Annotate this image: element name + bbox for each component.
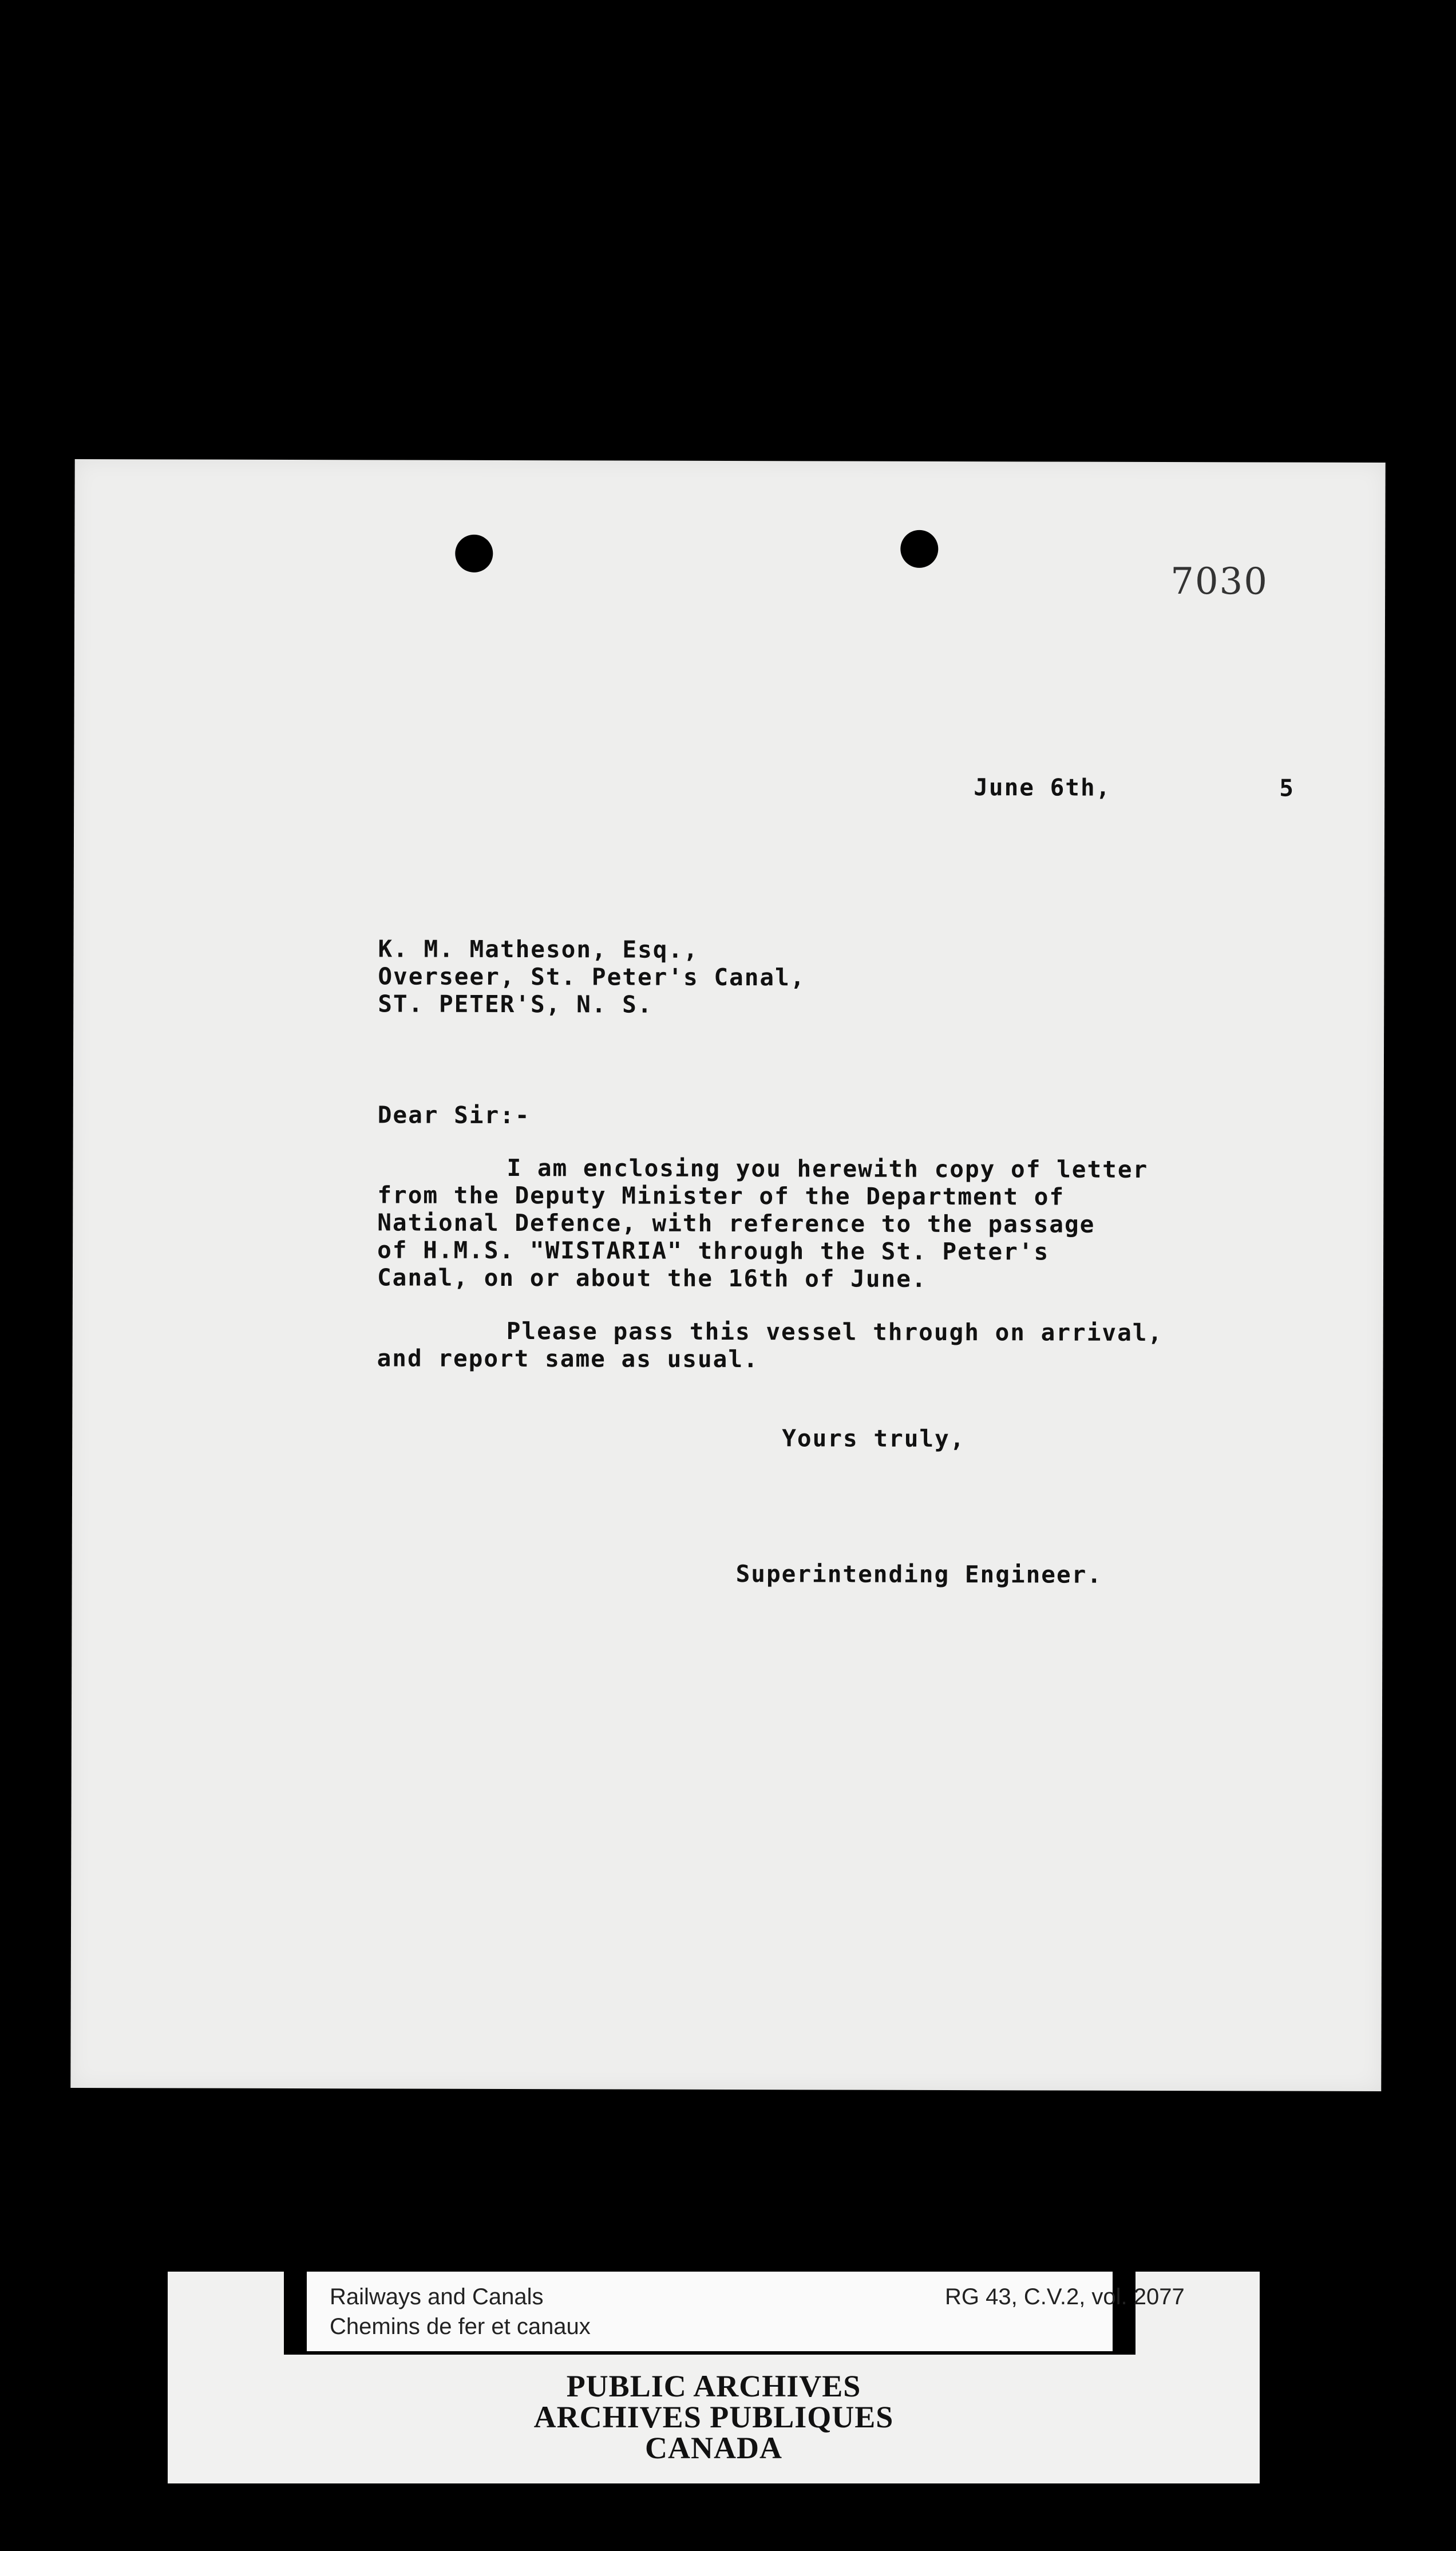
archives-title-en: PUBLIC ARCHIVES — [566, 2369, 861, 2403]
body-line: from the Deputy Minister of the Department of — [377, 1181, 1065, 1211]
punch-hole-right — [900, 530, 938, 568]
address-line: K. M. Matheson, Esq., — [378, 935, 699, 963]
archives-title-fr: ARCHIVES PUBLIQUES — [533, 2400, 894, 2434]
body-line: Please pass this vessel through on arrival, — [506, 1317, 1164, 1346]
body-line: Canal, on or about the 16th of June. — [377, 1263, 927, 1293]
address-line: Overseer, St. Peter's Canal, — [378, 962, 806, 992]
punch-hole-left — [455, 535, 493, 572]
archive-reference: RG 43, C.V.2, vol. 2077 — [945, 2284, 1185, 2309]
archive-reference-card — [284, 2272, 1185, 2355]
fonds-name-en: Railways and Canals — [330, 2284, 544, 2309]
body-line: and report same as usual. — [377, 1344, 759, 1373]
letter-date: June 6th, — [974, 773, 1111, 801]
page-marker: 5 — [1279, 774, 1295, 802]
fonds-name-fr: Chemins de fer et canaux — [330, 2314, 591, 2339]
body-line: of H.M.S. "WISTARIA" through the St. Peter's — [377, 1236, 1050, 1266]
body-line: National Defence, with reference to the passage — [377, 1209, 1095, 1238]
archive-label — [168, 2272, 1260, 2483]
address-line: ST. PETER'S, N. S. — [378, 990, 653, 1018]
closing: Yours truly, — [782, 1424, 966, 1453]
letter-sheet — [70, 459, 1385, 2091]
file-number-stamp: 7030 — [1170, 560, 1269, 603]
archives-country: CANADA — [645, 2431, 782, 2465]
body-line: I am enclosing you herewith copy of letter — [507, 1154, 1149, 1183]
salutation: Dear Sir:- — [377, 1101, 531, 1130]
signature-title: Superintending Engineer. — [735, 1560, 1103, 1589]
